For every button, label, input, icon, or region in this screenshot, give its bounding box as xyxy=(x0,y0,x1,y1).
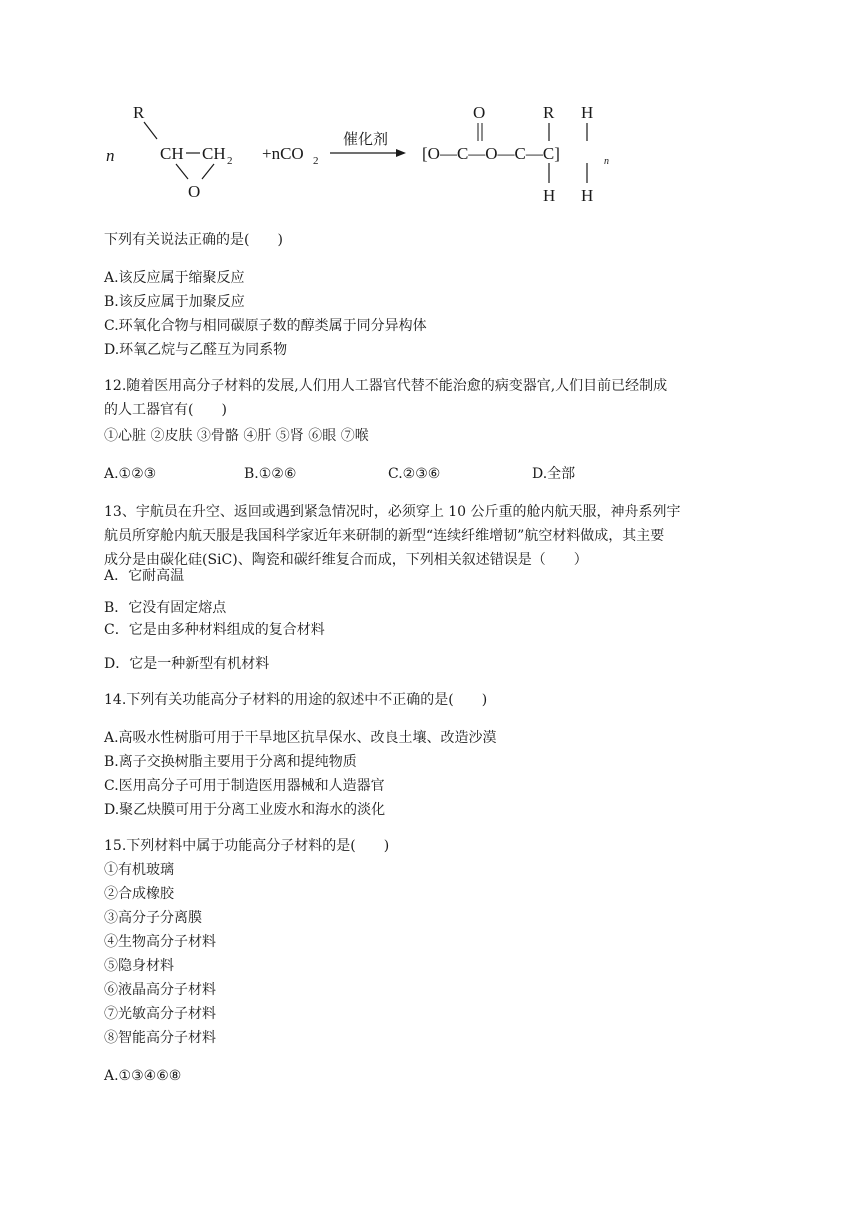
q13-stem-line2: 航员所穿舱内航天服是我国科学家近年来研制的新型“连续纤维增韧”航空材料做成，其主要 xyxy=(104,528,665,544)
reaction-arrow-head xyxy=(396,149,406,157)
reaction-equation-figure xyxy=(100,95,620,215)
q13-option-c: C．它是由多种材料组成的复合材料 xyxy=(104,622,325,638)
q15-item-4: ④生物高分子材料 xyxy=(104,934,216,950)
q12-option-c: C.②③⑥ xyxy=(388,466,441,482)
q15-item-6: ⑥液晶高分子材料 xyxy=(104,982,216,998)
q11-stem: 下列有关说法正确的是( ) xyxy=(104,232,283,248)
co2-subscript: 2 xyxy=(313,155,319,167)
q15-item-8: ⑧智能高分子材料 xyxy=(104,1030,216,1046)
product-chain: [O—C—O—C—C] xyxy=(422,144,560,163)
q14-option-b: B.离子交换树脂主要用于分离和提纯物质 xyxy=(104,754,357,770)
product-h-bottom1: H xyxy=(543,186,556,205)
catalyst-label: 催化剂 xyxy=(343,132,389,148)
q12-stem-line2: 的人工器官有( ) xyxy=(104,402,227,418)
q15-item-2: ②合成橡胶 xyxy=(104,886,174,902)
q13-stem-line1: 13、宇航员在升空、返回或遇到紧急情况时，必须穿上 10 公斤重的舱内航天服，神舟系列宇 xyxy=(104,504,681,520)
carbonyl-oxygen: O xyxy=(473,103,486,122)
ch2-subscript: 2 xyxy=(227,155,233,167)
q11-option-c: C.环氧化合物与相同碳原子数的醇类属于同分异构体 xyxy=(104,318,427,334)
plus-nco2: +nCO xyxy=(262,144,304,163)
q15-item-1: ①有机玻璃 xyxy=(104,862,174,878)
q13-option-d: D．它是一种新型有机材料 xyxy=(104,656,270,672)
q12-option-b: B.①②⑥ xyxy=(244,466,297,482)
q12-stem-line1: 12.随着医用高分子材料的发展,人们用人工器官代替不能治愈的病变器官,人们目前已经制成 xyxy=(104,378,668,394)
q12-option-a: A.①②③ xyxy=(104,466,157,482)
product-r-group: R xyxy=(543,103,555,122)
q11-option-d: D.环氧乙烷与乙醛互为同系物 xyxy=(104,342,288,358)
epoxide-bond-right xyxy=(202,164,214,179)
q12-option-d: D.全部 xyxy=(532,466,576,482)
q12-options xyxy=(104,464,624,484)
q15-item-7: ⑦光敏高分子材料 xyxy=(104,1006,216,1022)
q15-option-a: A.①③④⑥⑧ xyxy=(104,1068,182,1084)
coefficient-n: n xyxy=(106,146,115,165)
product-subscript-n: n xyxy=(604,156,609,167)
product-h-bottom2: H xyxy=(581,186,594,205)
q13-option-b: B．它没有固定熔点 xyxy=(104,600,227,616)
q12-items: ①心脏 ②皮肤 ③骨骼 ④肝 ⑤肾 ⑥眼 ⑦喉 xyxy=(104,428,369,444)
epoxide-bond-left xyxy=(176,164,188,179)
q14-option-a: A.高吸水性树脂可用于干旱地区抗旱保水、改良土壤、改造沙漠 xyxy=(104,730,497,746)
q11-option-b: B.该反应属于加聚反应 xyxy=(104,294,245,310)
q13-stem-line3: 成分是由碳化硅(SiC)、陶瓷和碳纤维复合而成，下列相关叙述错误是（ ） xyxy=(104,552,588,568)
q13-option-a: A．它耐高温 xyxy=(104,568,185,584)
q14-stem: 14.下列有关功能高分子材料的用途的叙述中不正确的是( ) xyxy=(104,692,488,708)
q15-item-3: ③高分子分离膜 xyxy=(104,910,202,926)
epoxide-oxygen: O xyxy=(188,182,201,201)
q14-option-d: D.聚乙炔膜可用于分离工业废水和海水的淡化 xyxy=(104,802,386,818)
r-bond-left xyxy=(144,122,157,139)
r-group-left: R xyxy=(133,103,145,122)
ch-group: CH xyxy=(160,144,184,163)
q11-option-a: A.该反应属于缩聚反应 xyxy=(104,270,245,286)
ch2-group: CH xyxy=(202,144,226,163)
q15-item-5: ⑤隐身材料 xyxy=(104,958,174,974)
q14-option-c: C.医用高分子可用于制造医用器械和人造器官 xyxy=(104,778,385,794)
q15-stem: 15.下列材料中属于功能高分子材料的是( ) xyxy=(104,838,390,854)
product-h-top: H xyxy=(581,103,594,122)
